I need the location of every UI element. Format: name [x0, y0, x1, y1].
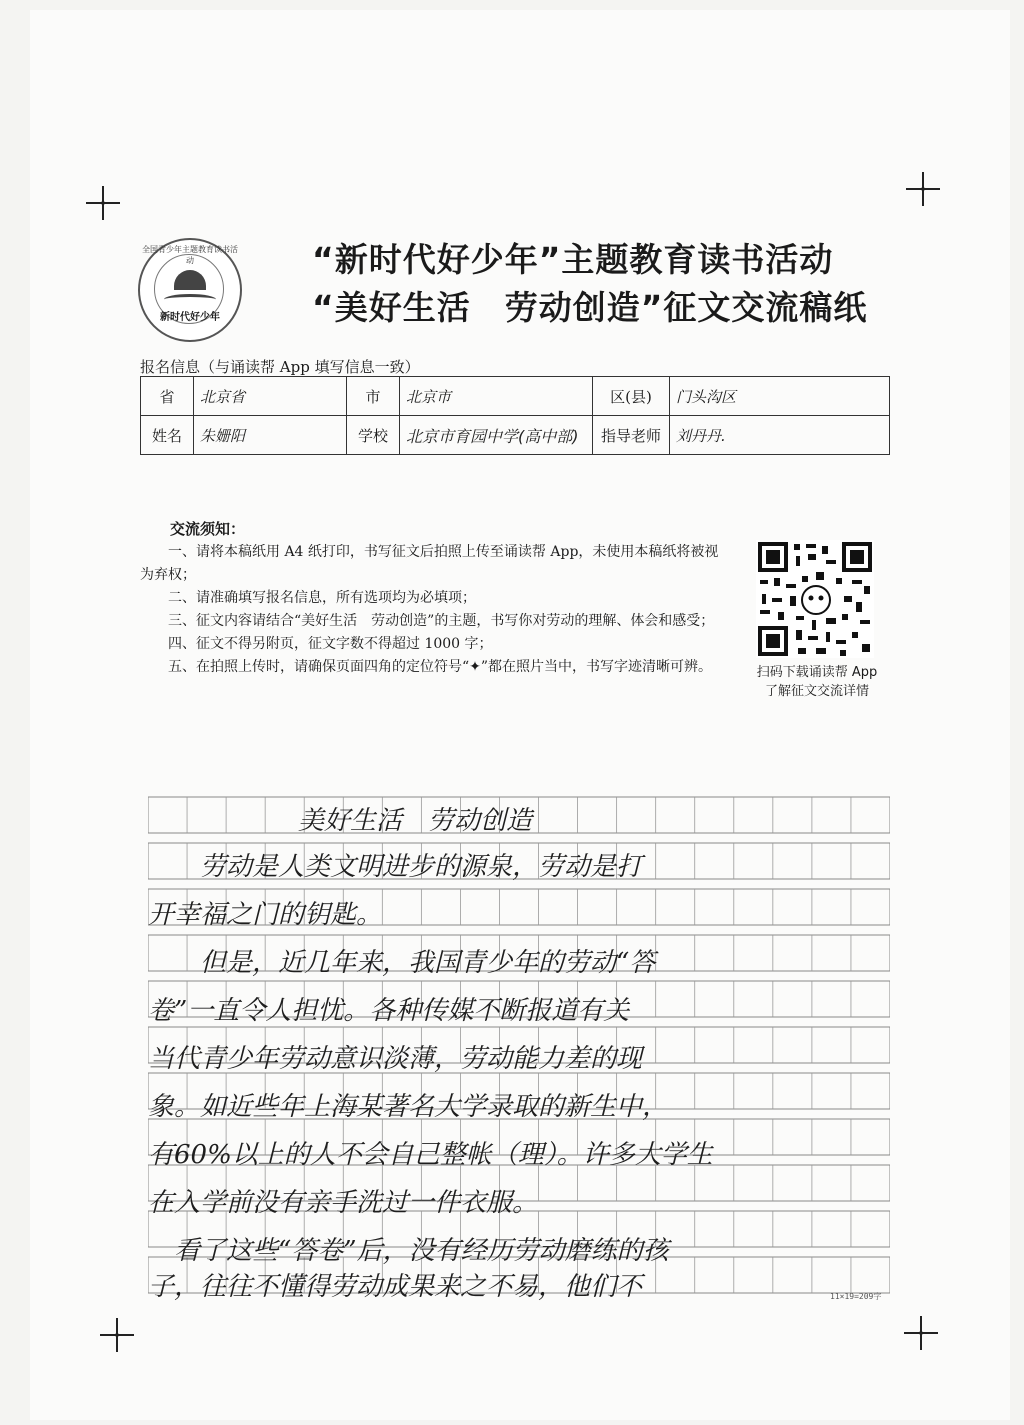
- city-label: 市: [347, 377, 400, 416]
- qr-caption-line: 扫码下载诵读帮 App: [756, 665, 878, 680]
- province-label: 省: [141, 377, 194, 416]
- wave-icon: [164, 294, 216, 305]
- essay-line: 劳动是人类文明进步的源泉，劳动是打: [148, 852, 643, 882]
- province-field[interactable]: 北京省: [194, 377, 347, 416]
- submission-notice: [140, 518, 720, 679]
- registration-table: [140, 376, 890, 455]
- district-field[interactable]: 门头沟区: [670, 377, 890, 416]
- essay-line: 当代青少年劳动意识淡薄，劳动能力差的现: [148, 1044, 643, 1074]
- registration-label: 报名信息（与诵读帮 App 填写信息一致）: [140, 358, 420, 376]
- corner-marker-icon: [906, 172, 940, 206]
- notice-heading: 交流须知：: [170, 520, 246, 538]
- teacher-field[interactable]: 刘丹丹.: [670, 416, 890, 455]
- notice-item: 一、请将本稿纸用 A4 纸打印，书写征文后拍照上传至诵读帮 App，未使用本稿纸将被视为弃权；: [140, 544, 719, 583]
- essay-line: 有60%以上的人不会自己整帐（理）。许多大学生: [148, 1140, 713, 1170]
- page-title: “新时代好少年”主题教育读书活动: [312, 240, 834, 279]
- essay-line: 在入学前没有亲手洗过一件衣服。: [148, 1188, 539, 1218]
- activity-logo: [138, 238, 242, 342]
- school-label: 学校: [347, 416, 400, 455]
- school-field[interactable]: 北京市育园中学(高中部): [400, 416, 593, 455]
- essay-line: 但是，近几年来，我国青少年的劳动“答: [148, 948, 656, 978]
- notice-item: 五、在拍照上传时，请确保页面四角的定位符号“✦”都在照片当中，书写字迹清晰可辨。: [168, 659, 713, 675]
- essay-line: 看了这些“答卷”后，没有经历劳动磨练的孩: [148, 1236, 669, 1266]
- name-field[interactable]: 朱姗阳: [194, 416, 347, 455]
- essay-line: 卷”一直令人担忧。各种传媒不断报道有关: [148, 996, 630, 1026]
- corner-marker-icon: [86, 186, 120, 220]
- corner-marker-icon: [904, 1316, 938, 1350]
- name-label: 姓名: [141, 416, 194, 455]
- logo-name: 新时代好少年: [160, 312, 220, 323]
- notice-item: 三、征文内容请结合“美好生活 劳动创造”的主题，书写你对劳动的理解、体会和感受；: [168, 613, 715, 629]
- teacher-label: 指导老师: [593, 416, 670, 455]
- notice-item: 四、征文不得另附页，征文字数不得超过 1000 字；: [168, 636, 493, 652]
- essay-line: 象。如近些年上海某著名大学录取的新生中，: [148, 1092, 669, 1122]
- essay-line: 开幸福之门的钥匙。: [148, 900, 383, 930]
- qr-code[interactable]: [756, 540, 874, 658]
- essay-line: 子，往往不懂得劳动成果来之不易，他们不: [148, 1272, 643, 1302]
- notice-item: 二、请准确填写报名信息，所有选项均为必填项；: [168, 590, 476, 606]
- city-field[interactable]: 北京市: [400, 377, 593, 416]
- page-subtitle: “美好生活 劳动创造”征文交流稿纸: [312, 288, 868, 327]
- qr-caption: [738, 663, 896, 701]
- essay-title: 美好生活 劳动创造: [298, 806, 533, 836]
- district-label: 区(县): [593, 377, 670, 416]
- qr-caption-line: 了解征文交流详情: [764, 684, 869, 699]
- logo-ring-text: 全国青少年主题教育读书活动: [142, 245, 238, 265]
- corner-marker-icon: [100, 1318, 134, 1352]
- grid-count-label: 11×19=209字: [830, 1292, 882, 1301]
